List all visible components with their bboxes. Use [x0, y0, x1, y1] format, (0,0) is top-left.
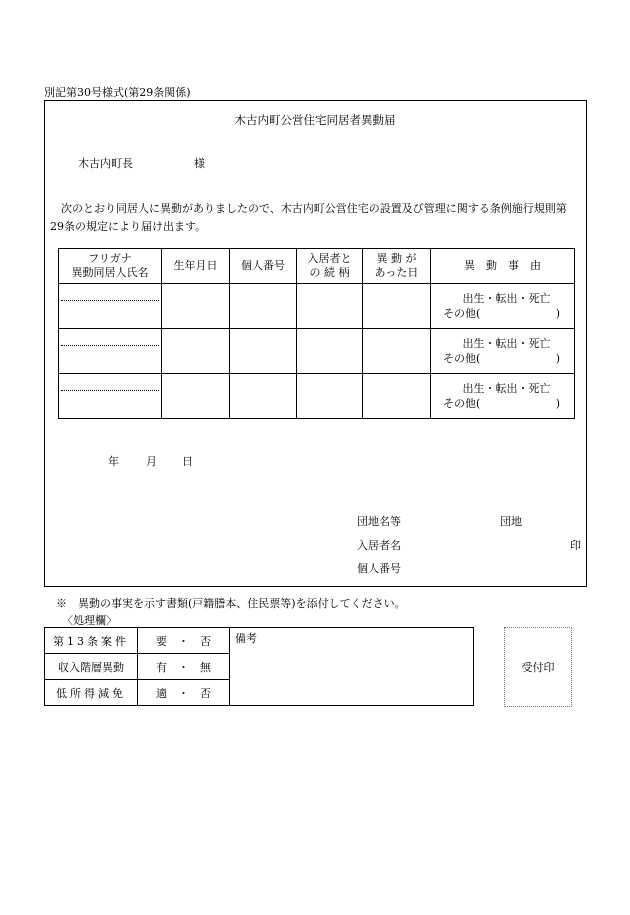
table-row — [59, 374, 575, 419]
header-change-date-2: あった日 — [374, 266, 419, 279]
remarks-cell[interactable] — [230, 628, 474, 706]
header-name — [59, 249, 162, 284]
addressee-suffix: 様 — [194, 157, 205, 170]
change-date-cell[interactable] — [363, 329, 431, 374]
birth-cell[interactable] — [162, 284, 230, 329]
name-cell[interactable] — [59, 284, 162, 329]
change-table — [58, 248, 575, 419]
change-date-cell[interactable] — [363, 374, 431, 419]
processing-label: 〈処理欄〉 — [62, 614, 117, 627]
processing-item: 収入階層異動 — [45, 654, 138, 680]
reason-other-close: ) — [555, 397, 560, 410]
processing-choice[interactable]: 適 ・ 否 — [138, 680, 230, 706]
remarks-label: 備考 — [235, 632, 257, 645]
header-personal-no: 個人番号 — [230, 249, 297, 284]
date-year: 年 — [108, 455, 119, 468]
header-change-date-1: 異 動 が — [376, 252, 417, 265]
processing-choice[interactable]: 要 ・ 否 — [138, 628, 230, 654]
table-row — [59, 329, 575, 374]
relation-cell[interactable] — [297, 284, 363, 329]
addressee — [78, 155, 205, 171]
receipt-stamp-box — [504, 627, 572, 707]
addressee-name: 木古内町長 — [78, 157, 133, 170]
name-cell[interactable] — [59, 329, 162, 374]
seal-mark: 印 — [570, 539, 581, 552]
relation-cell[interactable] — [297, 374, 363, 419]
name-cell[interactable] — [59, 374, 162, 419]
form-title: 木古内町公営住宅同居者異動届 — [234, 113, 396, 127]
header-relation-2: の 続 柄 — [309, 266, 350, 279]
table-row — [59, 284, 575, 329]
header-relation — [297, 249, 363, 284]
header-reason: 異 動 事 由 — [431, 249, 575, 284]
reason-other — [431, 396, 574, 411]
processing-choice[interactable]: 有 ・ 無 — [138, 654, 230, 680]
reason-other — [431, 351, 574, 366]
reason-options: 出生・転出・死亡 — [462, 292, 551, 305]
header-person-name: 異動同居人氏名 — [71, 266, 149, 279]
complex-suffix: 団地 — [500, 515, 522, 528]
body-text: 次のとおり同居人に異動がありましたので、木古内町公営住宅の設置及び管理に関する条例施行規則第29条の規定により届け出ます。 — [50, 202, 567, 233]
furigana-divider — [61, 345, 159, 346]
processing-item: 低所得減免 — [45, 680, 138, 706]
footnote: ※ 異動の事実を示す書類(戸籍謄本、住民票等)を添付してください。 — [56, 597, 406, 610]
header-change-date — [363, 249, 431, 284]
reason-other-close: ) — [555, 352, 560, 365]
personal-no-label: 個人番号 — [357, 562, 401, 575]
date-month: 月 — [146, 455, 157, 468]
reason-options: 出生・転出・死亡 — [462, 337, 551, 350]
form-number: 別記第30号様式(第29条関係) — [44, 86, 191, 99]
furigana-divider — [61, 300, 159, 301]
personal-no-cell[interactable] — [230, 329, 297, 374]
reason-other-close: ) — [555, 307, 560, 320]
personal-no-cell[interactable] — [230, 284, 297, 329]
reason-other-open: その他( — [443, 352, 481, 365]
table-header-row — [59, 249, 575, 284]
processing-row — [45, 628, 474, 654]
personal-no-cell[interactable] — [230, 374, 297, 419]
reason-cell[interactable] — [431, 284, 575, 329]
birth-cell[interactable] — [162, 374, 230, 419]
complex-label: 団地名等 — [357, 515, 401, 528]
change-date-cell[interactable] — [363, 284, 431, 329]
header-furigana: フリガナ — [88, 252, 132, 265]
reason-other-open: その他( — [443, 397, 481, 410]
birth-cell[interactable] — [162, 329, 230, 374]
processing-table — [44, 627, 474, 706]
header-relation-1: 入居者と — [307, 252, 352, 265]
header-birth: 生年月日 — [162, 249, 230, 284]
reason-other-open: その他( — [443, 307, 481, 320]
reason-other — [431, 306, 574, 321]
relation-cell[interactable] — [297, 329, 363, 374]
receipt-stamp-label: 受付印 — [521, 661, 555, 674]
tenant-label: 入居者名 — [357, 539, 401, 552]
reason-cell[interactable] — [431, 374, 575, 419]
processing-item: 第13条案件 — [45, 628, 138, 654]
furigana-divider — [61, 390, 159, 391]
reason-options: 出生・転出・死亡 — [462, 382, 551, 395]
reason-cell[interactable] — [431, 329, 575, 374]
date-day: 日 — [182, 455, 193, 468]
